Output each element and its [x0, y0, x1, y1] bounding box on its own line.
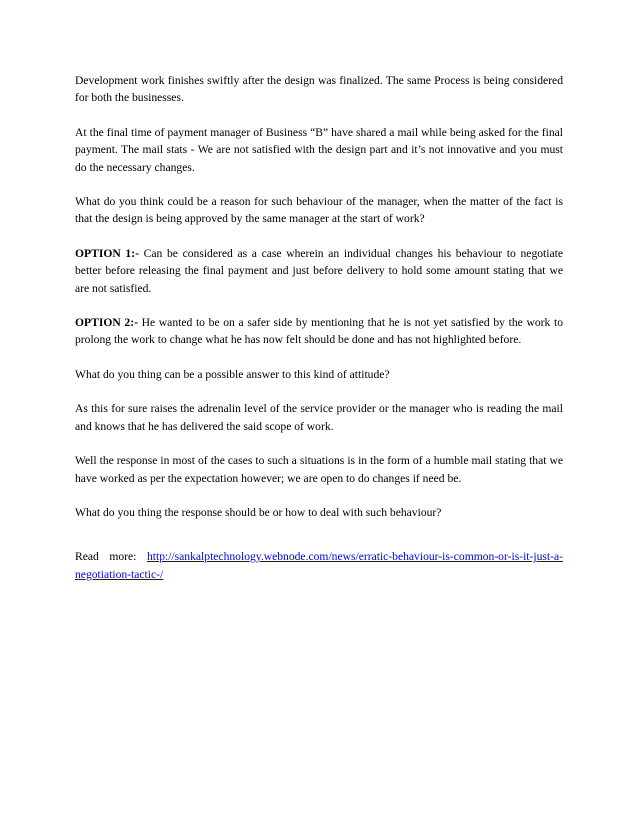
paragraph-question-answer [75, 366, 563, 383]
option-1-label: OPTION 1:- [75, 246, 139, 260]
read-more-line [75, 548, 563, 583]
paragraph-text: Well the response in most of the cases to such a situations is in the form of a humble mail stating that we have worked as per the expectation however; we are open to do changes if need be. [75, 454, 563, 485]
paragraph-text: As this for sure raises the adrenalin level of the service provider or the manager who is reading the mail and knows that he has delivered the said scope of work. [75, 402, 563, 433]
paragraph-text: He wanted to be on a safer side by mentioning that he is not yet satisfied by the work to prolong the work to change what he has now felt should be done and has not highlighted before. [75, 316, 563, 347]
read-more-label: Read more: [75, 550, 147, 564]
paragraph-text: What do you think could be a reason for such behaviour of the manager, when the matter of the fact is that the design is being approved by the same manager at the start of work? [75, 195, 563, 226]
paragraph-adrenalin [75, 400, 563, 435]
paragraph-option-1 [75, 245, 563, 297]
read-more-link[interactable]: http://sankalptechnology.webnode.com/news/erratic-behaviour-is-common-or-is-it-just-a-negotiation-tactic-/ [75, 550, 563, 581]
paragraph-question-reason [75, 193, 563, 228]
paragraph-text: What do you thing the response should be or how to deal with such behaviour? [75, 505, 442, 519]
paragraph-option-2 [75, 314, 563, 349]
paragraph-text: What do you thing can be a possible answer to this kind of attitude? [75, 367, 390, 381]
paragraph-payment-mail [75, 124, 563, 176]
option-2-label: OPTION 2:- [75, 316, 138, 330]
paragraph-text: Can be considered as a case wherein an individual changes his behaviour to negotiate better before releasing the final payment and just before delivery to hold some amount stating that we are not satisfied. [75, 246, 563, 295]
paragraph-development [75, 72, 563, 107]
paragraph-response-mail [75, 452, 563, 487]
paragraph-question-deal [75, 504, 563, 521]
paragraph-text: At the final time of payment manager of Business “B” have shared a mail while being asked for the final payment. The mail stats - We are not satisfied with the design part and it’s not innovative and you must do the necessary changes. [75, 125, 563, 174]
paragraph-text: Development work finishes swiftly after the design was finalized. The same Process is being considered for both the businesses. [75, 74, 563, 105]
document-page [75, 72, 563, 600]
